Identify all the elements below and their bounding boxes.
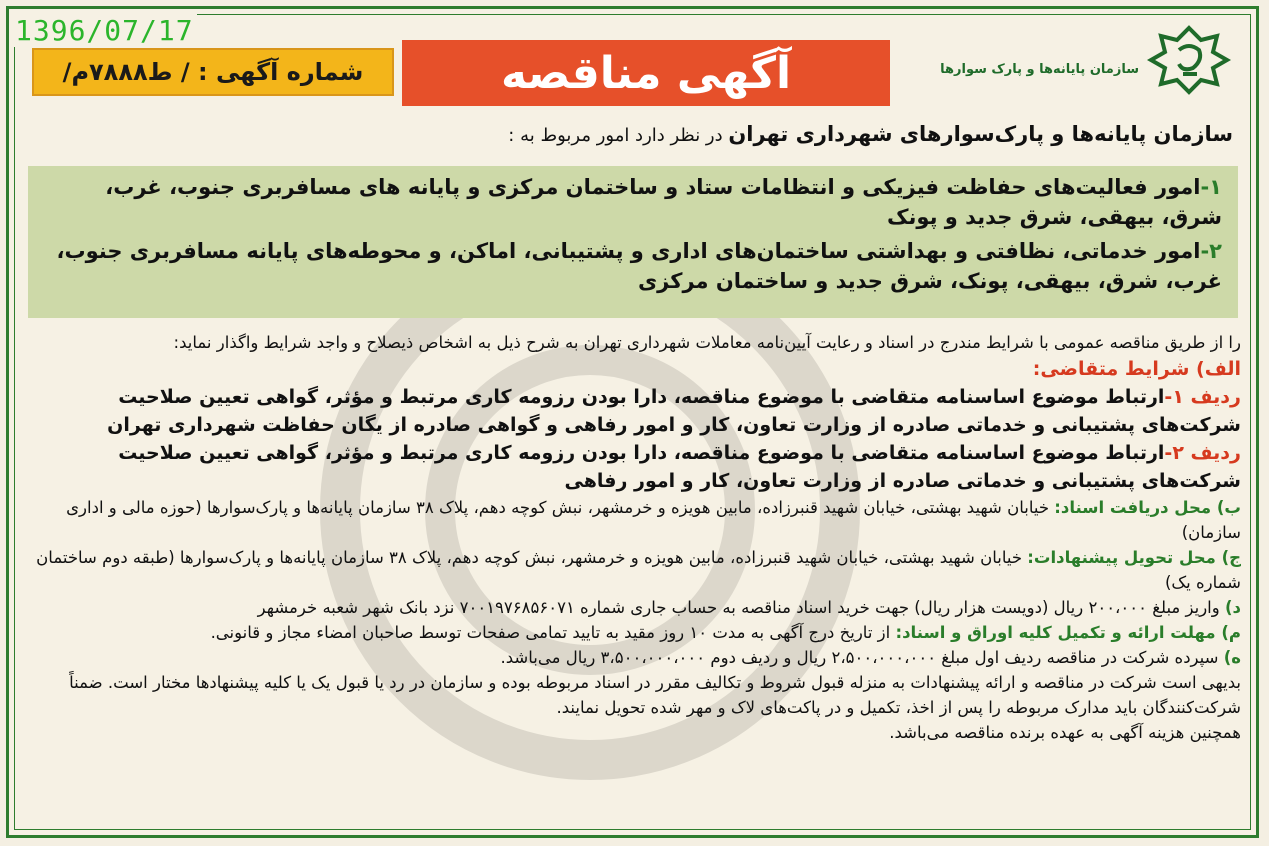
organization-logo <box>1143 22 1235 98</box>
section-e <box>29 645 1241 670</box>
ad-title-banner: آگهی مناقصه <box>402 40 890 106</box>
row-1-text: ارتباط موضوع اساسنامه متقاضی با موضوع مناقصه، دارا بودن رزومه کاری مرتبط و مؤثر، گواهی تعیین صلاحیت شرکت‌های پشتیبانی و خدماتی صادره از وزارت تعاون، کار و امور رفاهی و گواهی صادره از یگان حفاظت شهرداری تهران <box>107 386 1241 436</box>
section-b <box>29 495 1241 545</box>
row-2-label: ردیف ۲- <box>1164 442 1241 464</box>
section-a-title: الف) شرایط متقاضی: <box>1032 358 1241 380</box>
intro-lead: سازمان پایانه‌ها و پارک‌سوارهای شهرداری تهران <box>728 122 1233 146</box>
row-1 <box>29 383 1241 439</box>
date-stamp: 1396/07/17 <box>12 14 197 47</box>
section-b-text: خیابان شهید بهشتی، خیابان شهید قنبرزاده، مابین هویزه و خرمشهر، نبش کوچه دهم، پلاک ۳۸ سازمان پایانه‌ها و پارک‌سوارها (حوزه مالی و اداری سازمان) <box>66 498 1241 542</box>
closing-paragraph: بدیهی است شرکت در مناقصه و ارائه پیشنهادات به منزله قبول شروط و تکالیف مقرر در اسناد مربوطه بوده و سازمان در رد یا قبول یک یا کلیه پیشنهادها مختار است. ضمناً شرکت‌کنندگان باید مدارک مربوطه را پس از اخذ، تکمیل و در پاکت‌های لاک و مهر شده تحویل نمایند. <box>69 673 1241 717</box>
section-c-label: ج) محل تحویل پیشنهادات: <box>1027 548 1241 567</box>
section-e-label: ه) <box>1223 648 1241 667</box>
municipal-logo-icon <box>1143 22 1235 98</box>
row-2-text: ارتباط موضوع اساسنامه متقاضی با موضوع مناقصه، دارا بودن رزومه کاری مرتبط و مؤثر، گواهی تعیین صلاحیت شرکت‌های پشتیبانی و خدماتی صادره از وزارت تعاون، کار و امور رفاهی <box>118 442 1241 492</box>
row-1-label: ردیف ۱- <box>1164 386 1241 408</box>
section-d-label: د) <box>1224 598 1241 617</box>
tender-item-text: امور خدماتی، نظافتی و بهداشتی ساختمان‌های اداری و پشتیبانی، اماکن، و محوطه‌های پایانه مسافربری جنوب، غرب، شرق، بیهقی، پونک، شرق جدید و ساختمان مرکزی <box>56 239 1222 293</box>
section-m-text: از تاریخ درج آگهی به مدت ۱۰ روز مقید به تایید تمامی صفحات توسط صاحبان امضاء مجاز و قانونی. <box>210 623 896 642</box>
general-paragraph: را از طریق مناقصه عمومی با شرایط مندرج در اسناد و رعایت آیین‌نامه معاملات شهرداری تهران به شرح ذیل به اشخاص ذیصلاح و واجد شرایط واگذار نماید: <box>173 333 1241 352</box>
closing-note: همچنین هزینه آگهی به عهده برنده مناقصه می‌باشد. <box>889 723 1241 742</box>
tender-item-2 <box>44 236 1222 296</box>
tender-item-number: ۲- <box>1200 239 1222 263</box>
intro-line <box>233 122 1233 146</box>
tender-items-box <box>28 166 1238 318</box>
section-e-text: سپرده شرکت در مناقصه ردیف اول مبلغ ۲،۵۰۰،۰۰۰،۰۰۰ ریال و ردیف دوم ۳،۵۰۰،۰۰۰،۰۰۰ ریال می‌باشد. <box>500 648 1224 667</box>
row-2 <box>29 439 1241 495</box>
tender-conditions <box>29 330 1241 745</box>
section-d-text: واریز مبلغ ۲۰۰،۰۰۰ ریال (دویست هزار ریال) جهت خرید اسناد مناقصه به حساب جاری شماره ۷۰۰۱۹۷۶۸۵۶۰۷۱ نزد بانک شهر شعبه خرمشهر <box>257 598 1225 617</box>
section-c-text: خیابان شهید بهشتی، خیابان شهید قنبرزاده، مابین هویزه و خرمشهر، نبش کوچه دهم، پلاک ۳۸ سازمان پایانه‌ها و پارک‌سوارها (طبقه دوم ساختمان شماره یک) <box>36 548 1241 592</box>
section-b-label: ب) محل دریافت اسناد: <box>1054 498 1241 517</box>
tender-item-text: امور فعالیت‌های حفاظت فیزیکی و انتظامات ستاد و ساختمان مرکزی و پایانه های مسافربری جنوب، غرب، شرق، بیهقی، شرق جدید و پونک <box>105 175 1222 229</box>
section-m <box>29 620 1241 645</box>
tender-item-1 <box>44 172 1222 232</box>
organization-caption: سازمان پایانه‌ها و پارک سوارها <box>940 62 1139 77</box>
section-c <box>29 545 1241 595</box>
section-m-label: م) مهلت ارائه و تکمیل کلیه اوراق و اسناد: <box>895 623 1241 642</box>
ad-number-box: شماره آگهی : / ط۷۸۸۸م/ <box>32 48 394 96</box>
intro-rest: در نظر دارد امور مربوط به : <box>508 125 729 146</box>
section-d <box>29 595 1241 620</box>
tender-item-number: ۱- <box>1200 175 1222 199</box>
